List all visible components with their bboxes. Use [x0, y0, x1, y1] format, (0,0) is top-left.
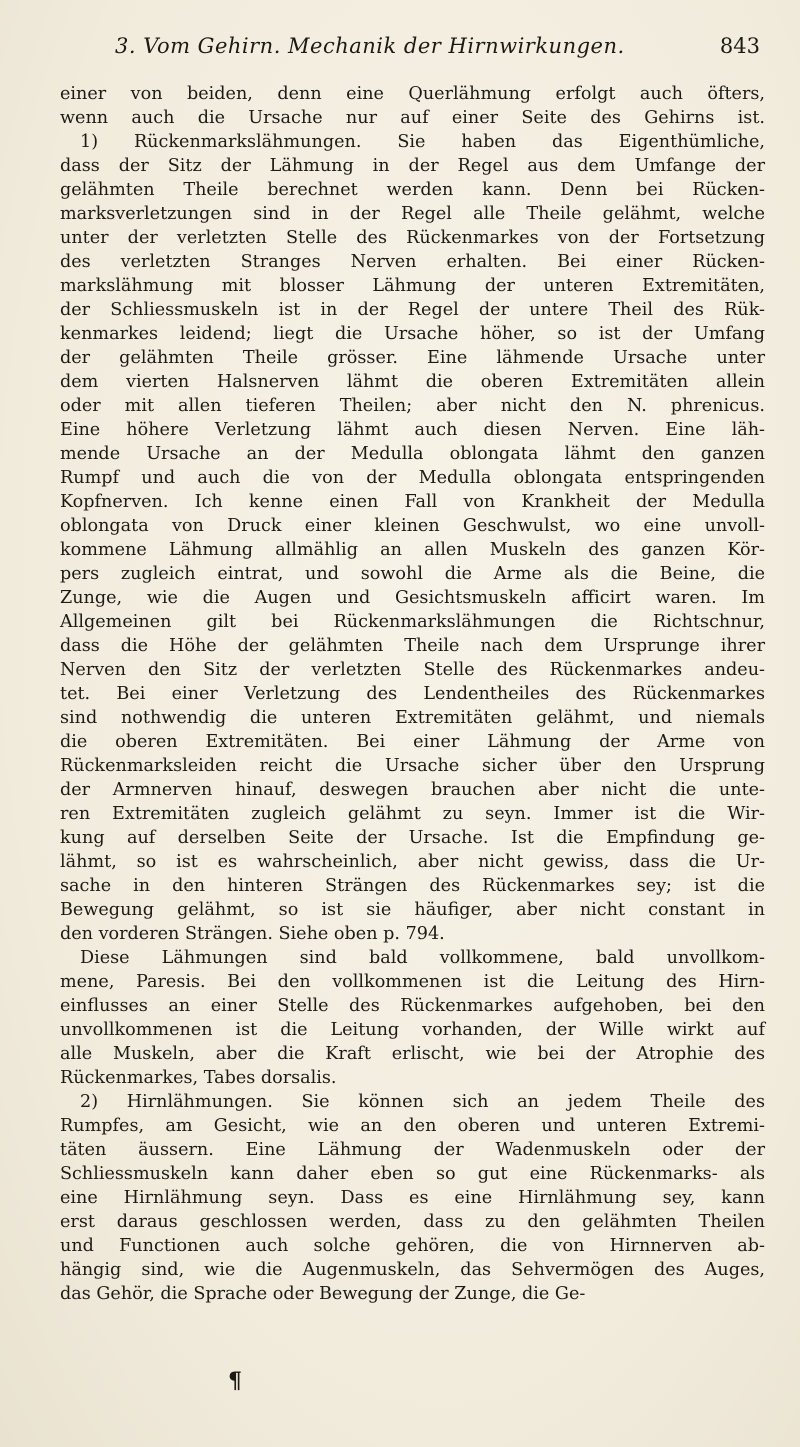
- text-line: mende Ursache an der Medulla oblongata lähmt den ganzen: [60, 444, 765, 464]
- text-line: mene, Paresis. Bei den vollkommenen ist die Leitung des Hirn-: [60, 972, 765, 992]
- text-line: kenmarkes leidend; liegt die Ursache höher, so ist der Umfang: [60, 324, 765, 344]
- text-line: Diese Lähmungen sind bald vollkommene, bald unvollkom-: [80, 948, 765, 968]
- text-line: eine Hirnlähmung seyn. Dass es eine Hirnlähmung sey, kann: [60, 1188, 765, 1208]
- text-line: Zunge, wie die Augen und Gesichtsmuskeln afficirt waren. Im: [60, 588, 765, 608]
- text-line: erst daraus geschlossen werden, dass zu den gelähmten Theilen: [60, 1212, 765, 1232]
- text-line: ren Extremitäten zugleich gelähmt zu seyn. Immer ist die Wir-: [60, 804, 765, 824]
- text-line: die oberen Extremitäten. Bei einer Lähmung der Arme von: [60, 732, 765, 752]
- text-line: 1) Rückenmarkslähmungen. Sie haben das Eigenthümliche,: [80, 132, 765, 152]
- text-line: oblongata von Druck einer kleinen Geschwulst, wo eine unvoll-: [60, 516, 765, 536]
- text-line: das Gehör, die Sprache oder Bewegung der Zunge, die Ge-: [60, 1284, 586, 1304]
- text-line: der Armnerven hinauf, deswegen brauchen aber nicht die unte-: [60, 780, 765, 800]
- text-line: gelähmten Theile berechnet werden kann. Denn bei Rücken-: [60, 180, 765, 200]
- text-line: dass die Höhe der gelähmten Theile nach dem Ursprunge ihrer: [60, 636, 765, 656]
- text-line: lähmt, so ist es wahrscheinlich, aber nicht gewiss, dass die Ur-: [60, 852, 765, 872]
- running-header: [60, 34, 760, 68]
- text-line: sind nothwendig die unteren Extremitäten gelähmt, und niemals: [60, 708, 765, 728]
- text-line: den vorderen Strängen. Siehe oben p. 794.: [60, 924, 445, 944]
- text-line: einer von beiden, denn eine Querlähmung erfolgt auch öfters,: [60, 84, 765, 104]
- page-number: 843: [719, 34, 760, 58]
- text-line: hängig sind, wie die Augenmuskeln, das Sehvermögen des Auges,: [60, 1260, 765, 1280]
- text-line: sache in den hinteren Strängen des Rückenmarkes sey; ist die: [60, 876, 765, 896]
- text-line: 2) Hirnlähmungen. Sie können sich an jedem Theile des: [80, 1092, 765, 1112]
- text-line: Schliessmuskeln kann daher eben so gut eine Rückenmarks- als: [60, 1164, 765, 1184]
- text-line: dass der Sitz der Lähmung in der Regel aus dem Umfange der: [60, 156, 765, 176]
- text-line: dem vierten Halsnerven lähmt die oberen Extremitäten allein: [60, 372, 765, 392]
- text-line: Eine höhere Verletzung lähmt auch diesen Nerven. Eine läh-: [60, 420, 765, 440]
- text-line: des verletzten Stranges Nerven erhalten. Bei einer Rücken-: [60, 252, 765, 272]
- text-line: kommene Lähmung allmählig an allen Muskeln des ganzen Kör-: [60, 540, 765, 560]
- signature-mark: ¶: [228, 1368, 242, 1394]
- text-line: Rückenmarksleiden reicht die Ursache sicher über den Ursprung: [60, 756, 765, 776]
- text-line: pers zugleich eintrat, und sowohl die Arme als die Beine, die: [60, 564, 765, 584]
- body-text: [60, 82, 765, 1306]
- text-line: unter der verletzten Stelle des Rückenmarkes von der Fortsetzung: [60, 228, 765, 248]
- text-line: der Schliessmuskeln ist in der Regel der untere Theil des Rük-: [60, 300, 765, 320]
- text-line: der gelähmten Theile grösser. Eine lähmende Ursache unter: [60, 348, 765, 368]
- text-line: Rumpfes, am Gesicht, wie an den oberen und unteren Extremi-: [60, 1116, 765, 1136]
- text-line: markslähmung mit blosser Lähmung der unteren Extremitäten,: [60, 276, 765, 296]
- text-line: Bewegung gelähmt, so ist sie häufiger, aber nicht constant in: [60, 900, 765, 920]
- text-line: Rumpf und auch die von der Medulla oblongata entspringenden: [60, 468, 765, 488]
- text-line: Allgemeinen gilt bei Rückenmarkslähmungen die Richtschnur,: [60, 612, 765, 632]
- text-line: wenn auch die Ursache nur auf einer Seite des Gehirns ist.: [60, 108, 765, 128]
- text-line: täten äussern. Eine Lähmung der Wadenmuskeln oder der: [60, 1140, 765, 1160]
- chapter-title: 3. Vom Gehirn. Mechanik der Hirnwirkungen.: [115, 34, 625, 58]
- text-line: Nerven den Sitz der verletzten Stelle des Rückenmarkes andeu-: [60, 660, 765, 680]
- text-line: tet. Bei einer Verletzung des Lendentheiles des Rückenmarkes: [60, 684, 765, 704]
- text-line: einflusses an einer Stelle des Rückenmarkes aufgehoben, bei den: [60, 996, 765, 1016]
- text-line: und Functionen auch solche gehören, die von Hirnnerven ab-: [60, 1236, 765, 1256]
- text-line: alle Muskeln, aber die Kraft erlischt, wie bei der Atrophie des: [60, 1044, 765, 1064]
- text-line: Rückenmarkes, Tabes dorsalis.: [60, 1068, 337, 1088]
- text-line: unvollkommenen ist die Leitung vorhanden, der Wille wirkt auf: [60, 1020, 765, 1040]
- text-line: marksverletzungen sind in der Regel alle Theile gelähmt, welche: [60, 204, 765, 224]
- text-line: oder mit allen tieferen Theilen; aber nicht den N. phrenicus.: [60, 396, 765, 416]
- text-line: kung auf derselben Seite der Ursache. Ist die Empfindung ge-: [60, 828, 765, 848]
- text-line: Kopfnerven. Ich kenne einen Fall von Krankheit der Medulla: [60, 492, 765, 512]
